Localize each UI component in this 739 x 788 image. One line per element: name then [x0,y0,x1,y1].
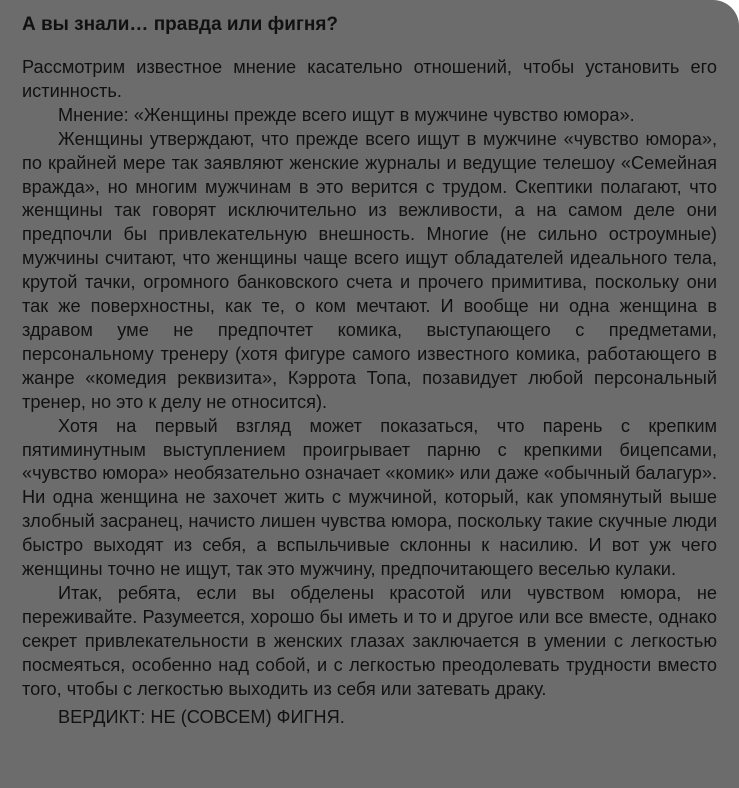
verdict: ВЕРДИКТ: НЕ (СОВСЕМ) ФИГНЯ. [58,707,345,728]
body-paragraph: Хотя на первый взгляд может показаться, что парень с крепким пятиминутным выступлением проигрывает парню с крепкими бицепсами, «чувство юмора» необязательно означает «комик» или даже «обычный балагур». Ни одна женщина не захочет жить с мужчиной, который, как упомянутый выше злобный засранец, начисто лишен чувства юмора, поскольку такие скучные люди быстро выходят из себя, а вспыльчивые склонны к насилию. И вот уж чего женщины точно не ищут, так это мужчину, предпочитающего веселью кулаки. [22,415,717,580]
body-paragraph: Женщины утверждают, что прежде всего ищут в мужчине «чувство юмора», по крайней мере так заявляют женские журналы и ведущие телешоу «Семейная вражда», но многим мужчинам в это верится с трудом. Скептики полагают, что женщины так говорят исключительно из вежливости, а на самом деле они предпочли бы привлекательную внешность. Многие (не сильно остроумные) мужчины считают, что женщины чаще всего ищут обладателей идеального тела, крутой тачки, огромного банковского счета и прочего примитива, поскольку они так же поверхностны, как те, о ком мечтают. И вообще ни одна женщина в здравом уме не предпочтет комика, выступающего с предметами, персональному тренеру (хотя фигуре самого известного комика, работающего в жанре «комедия реквизита», Кэррота Топа, позавидует любой персональный тренер, но это к делу не относится). [22,128,717,412]
intro-paragraph: Рассмотрим известное мнение касательно отношений, чтобы установить его истинность. [22,57,717,101]
body-paragraph: Итак, ребята, если вы обделены красотой или чувством юмора, не переживайте. Разумеется, хорошо бы иметь и то и другое или все вместе, однако секрет привлекательности в женских глазах заключается в умении с легкостью посмеяться, особенно над собой, и с легкостью преодолевать трудности вместо того, чтобы с легкостью выходить из себя или затевать драку. [22,582,717,699]
box-body [22,56,717,730]
opinion-paragraph: Мнение: «Женщины прежде всего ищут в мужчине чувство юмора». [58,104,635,125]
box-title: А вы знали… правда или фигня? [22,14,339,35]
